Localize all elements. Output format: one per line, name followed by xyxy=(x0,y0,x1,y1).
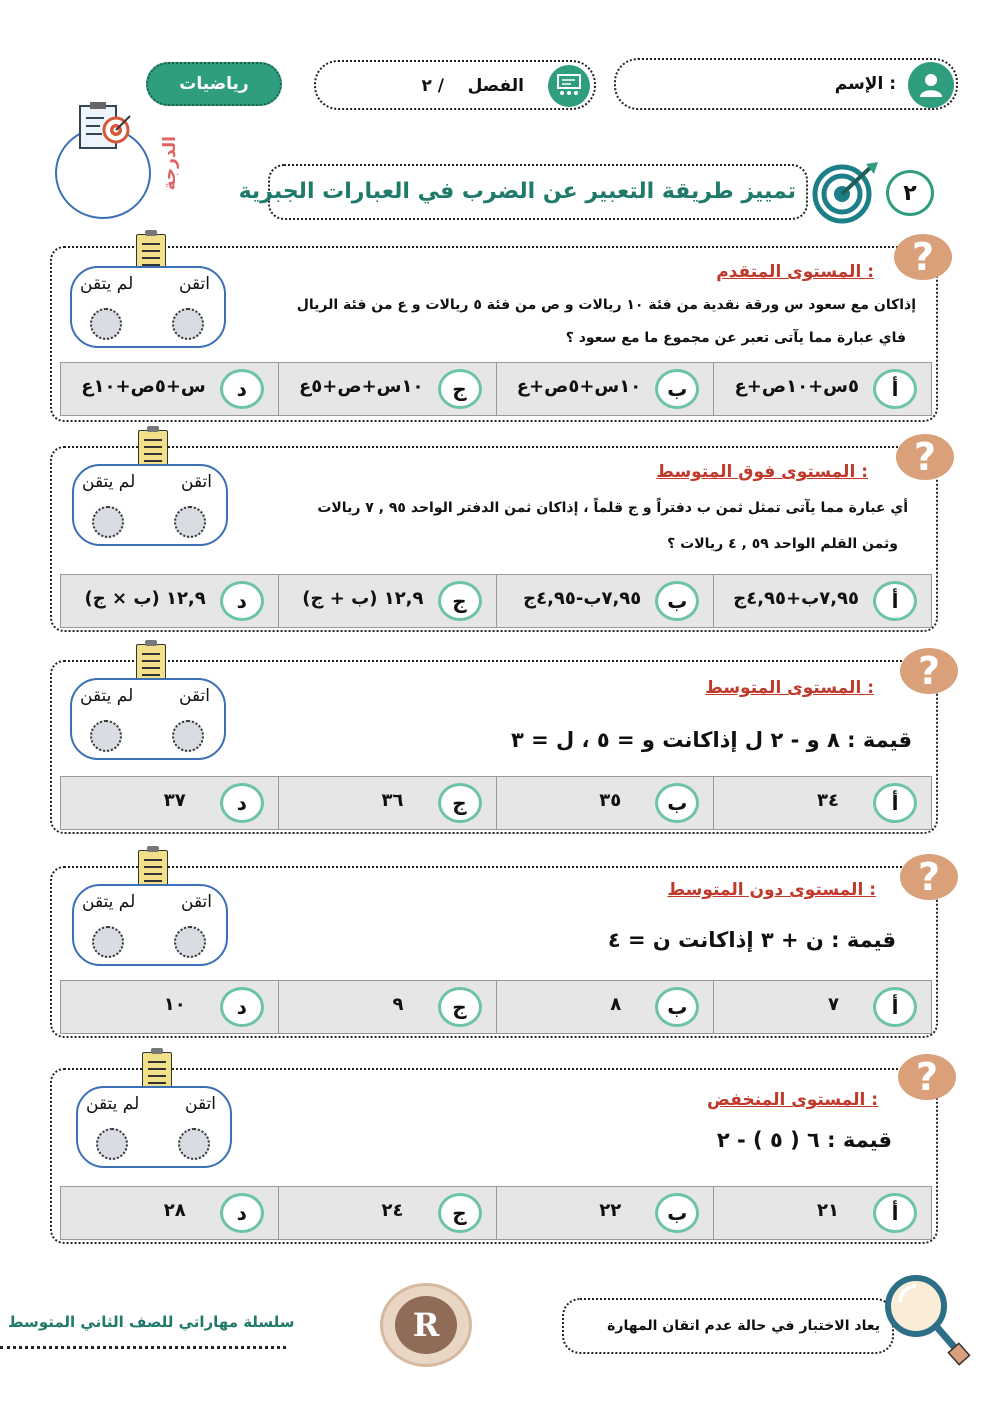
option-c[interactable] xyxy=(278,1187,496,1239)
question-text-5: قيمة : ٦ ( ٥ ) - ٢ xyxy=(716,1128,892,1152)
mastered-checkbox[interactable] xyxy=(174,926,206,958)
class-label: الفصل xyxy=(467,76,524,96)
question-level-2: المستوى فوق المتوسط : xyxy=(656,462,868,482)
option-a[interactable] xyxy=(713,575,931,627)
option-letter: ب xyxy=(655,1193,699,1233)
option-value: ١٠س+ص+٥ع xyxy=(299,376,424,397)
option-letter: ج xyxy=(438,987,482,1027)
option-letter: د xyxy=(220,987,264,1027)
option-value: ٩ xyxy=(392,994,404,1015)
user-icon xyxy=(908,62,954,108)
option-value: ٣٧ xyxy=(163,790,186,811)
mastered-label: اتقن xyxy=(181,472,212,492)
option-letter: أ xyxy=(873,1193,917,1233)
name-box[interactable] xyxy=(614,58,958,110)
retest-note: يعاد الاختبار في حالة عدم اتقان المهارة xyxy=(607,1318,880,1334)
option-value: ١٠س+٥ص+ع xyxy=(516,376,642,397)
series-title: سلسلة مهاراتي للصف الثاني المتوسط xyxy=(8,1313,295,1331)
not-mastered-checkbox[interactable] xyxy=(90,720,122,752)
mastered-label: اتقن xyxy=(185,1094,216,1114)
mastered-checkbox[interactable] xyxy=(174,506,206,538)
option-letter: ج xyxy=(438,1193,482,1233)
option-value: ٨ xyxy=(610,994,622,1015)
question-level-5: المستوى المنخفض : xyxy=(707,1090,878,1110)
not-mastered-checkbox[interactable] xyxy=(92,926,124,958)
name-label: الإسم : xyxy=(834,74,896,94)
subject-pill xyxy=(146,62,282,106)
option-b[interactable] xyxy=(496,777,714,829)
class-icon xyxy=(548,65,590,107)
class-box xyxy=(314,60,596,110)
checklist-icon xyxy=(138,430,168,466)
option-value: ٢١ xyxy=(817,1200,839,1221)
mastery-box-5 xyxy=(76,1086,232,1168)
mastered-checkbox[interactable] xyxy=(178,1128,210,1160)
not-mastered-label: لم يتقن xyxy=(82,472,136,492)
option-value: ١٢,٩ (ب × ج) xyxy=(84,588,206,609)
option-value: ٧ xyxy=(828,994,839,1015)
checklist-icon xyxy=(142,1052,172,1088)
option-d[interactable] xyxy=(61,363,278,415)
subject-label: رياضيات xyxy=(179,74,249,94)
option-letter: د xyxy=(220,1193,264,1233)
question-mark-icon: ? xyxy=(900,854,958,900)
option-value: ٣٥ xyxy=(599,790,622,811)
clipboard-target-icon xyxy=(76,100,132,152)
question-text-3: قيمة : ٨ و - ٢ ل إذاكانت و = ٥ ، ل = ٣ xyxy=(510,728,912,752)
option-letter: د xyxy=(220,581,264,621)
answer-row-3 xyxy=(60,776,932,830)
not-mastered-checkbox[interactable] xyxy=(92,506,124,538)
option-b[interactable] xyxy=(496,363,714,415)
question-mark-icon: ? xyxy=(896,434,954,480)
option-letter: ج xyxy=(438,581,482,621)
option-value: س+٥ص+١٠ع xyxy=(81,376,206,397)
mastered-checkbox[interactable] xyxy=(172,720,204,752)
mastery-box-1 xyxy=(70,266,226,348)
option-d[interactable] xyxy=(61,777,278,829)
mastered-label: اتقن xyxy=(181,892,212,912)
option-d[interactable] xyxy=(61,981,278,1033)
option-c[interactable] xyxy=(278,575,496,627)
logo-letter: R xyxy=(412,1306,440,1344)
option-value: ٢٨ xyxy=(163,1200,186,1221)
option-letter: أ xyxy=(873,783,917,823)
option-value: ١٠ xyxy=(163,994,186,1015)
class-value: ٢ / xyxy=(421,76,444,96)
magnifier-icon xyxy=(882,1272,972,1368)
answer-row-5 xyxy=(60,1186,932,1240)
option-value: ٢٢ xyxy=(599,1200,622,1221)
option-letter: ج xyxy=(438,783,482,823)
not-mastered-checkbox[interactable] xyxy=(90,308,122,340)
not-mastered-label: لم يتقن xyxy=(82,892,136,912)
section-title: تمييز طريقة التعبير عن الضرب في العبارات الجبرية xyxy=(238,179,796,204)
answer-row-2 xyxy=(60,574,932,628)
mastery-box-4 xyxy=(72,884,228,966)
option-value: ٣٤ xyxy=(817,790,839,811)
mastered-label: اتقن xyxy=(179,686,210,706)
option-b[interactable] xyxy=(496,1187,714,1239)
not-mastered-label: لم يتقن xyxy=(80,274,134,294)
logo-inner xyxy=(395,1296,457,1354)
option-letter: أ xyxy=(873,581,917,621)
option-letter: ب xyxy=(655,369,699,409)
checklist-icon xyxy=(136,234,166,270)
option-b[interactable] xyxy=(496,575,714,627)
checklist-icon xyxy=(136,644,166,680)
not-mastered-label: لم يتقن xyxy=(80,686,134,706)
footer-divider xyxy=(0,1346,286,1349)
section-number-text: ٢ xyxy=(903,180,917,206)
question-level-4: المستوى دون المتوسط : xyxy=(667,880,876,900)
option-b[interactable] xyxy=(496,981,714,1033)
option-value: ٧,٩٥ب-٤,٩٥ج xyxy=(523,588,642,609)
question-mark-icon: ? xyxy=(898,1054,956,1100)
option-letter: ب xyxy=(655,987,699,1027)
target-icon xyxy=(808,160,880,224)
section-number xyxy=(886,170,934,216)
option-c[interactable] xyxy=(278,777,496,829)
option-a[interactable] xyxy=(713,777,931,829)
option-value: ٥س+١٠ص+ع xyxy=(734,376,859,397)
question-mark-icon: ? xyxy=(900,648,958,694)
option-a[interactable] xyxy=(713,1187,931,1239)
not-mastered-checkbox[interactable] xyxy=(96,1128,128,1160)
mastered-label: اتقن xyxy=(179,274,210,294)
section-title-box xyxy=(238,164,808,220)
option-letter: ب xyxy=(655,783,699,823)
mastered-checkbox[interactable] xyxy=(172,308,204,340)
answer-row-4 xyxy=(60,980,932,1034)
question-text-4: قيمة : ن + ٣ إذاكانت ن = ٤ xyxy=(607,928,896,952)
mastery-box-3 xyxy=(70,678,226,760)
option-a[interactable] xyxy=(713,363,931,415)
question-text-2a: أي عبارة مما يآتى تمثل ثمن ب دفتراً و ج قلماً ، إذاكان ثمن الدفتر الواحد ٩٥ , ٧ ريالات xyxy=(317,500,908,516)
option-letter: أ xyxy=(873,369,917,409)
question-text-1b: فاي عبارة مما يآتى تعبر عن مجموع ما مع سعود ؟ xyxy=(565,330,906,346)
option-c[interactable] xyxy=(278,981,496,1033)
question-text-2b: وثمن القلم الواحد ٥٩ , ٤ ريالات ؟ xyxy=(667,536,898,552)
option-letter: د xyxy=(220,783,264,823)
option-d[interactable] xyxy=(61,575,278,627)
option-value: ٣٦ xyxy=(381,790,404,811)
mastery-box-2 xyxy=(72,464,228,546)
not-mastered-label: لم يتقن xyxy=(86,1094,140,1114)
question-mark-icon: ? xyxy=(894,234,952,280)
option-value: ٢٤ xyxy=(381,1200,404,1221)
option-a[interactable] xyxy=(713,981,931,1033)
grade-label: الدرجة xyxy=(160,136,180,191)
option-letter: أ xyxy=(873,987,917,1027)
option-value: ١٢,٩ (ب + ج) xyxy=(302,588,424,609)
logo xyxy=(380,1283,472,1367)
option-letter: ب xyxy=(655,581,699,621)
answer-row-1 xyxy=(60,362,932,416)
option-c[interactable] xyxy=(278,363,496,415)
retest-note-box xyxy=(562,1298,894,1354)
question-text-1a: إذاكان مع سعود س ورقة نقدية من فئة ١٠ ريالات و ص من فئة ٥ ريالات و ع من فئة الريال xyxy=(296,297,916,313)
option-value: ٧,٩٥ب+٤,٩٥ج xyxy=(733,588,859,609)
option-letter: ج xyxy=(438,369,482,409)
question-level-3: المستوى المتوسط : xyxy=(705,678,874,698)
option-letter: د xyxy=(220,369,264,409)
checklist-icon xyxy=(138,850,168,886)
question-level-1: المستوى المتقدم : xyxy=(716,262,874,282)
option-d[interactable] xyxy=(61,1187,278,1239)
